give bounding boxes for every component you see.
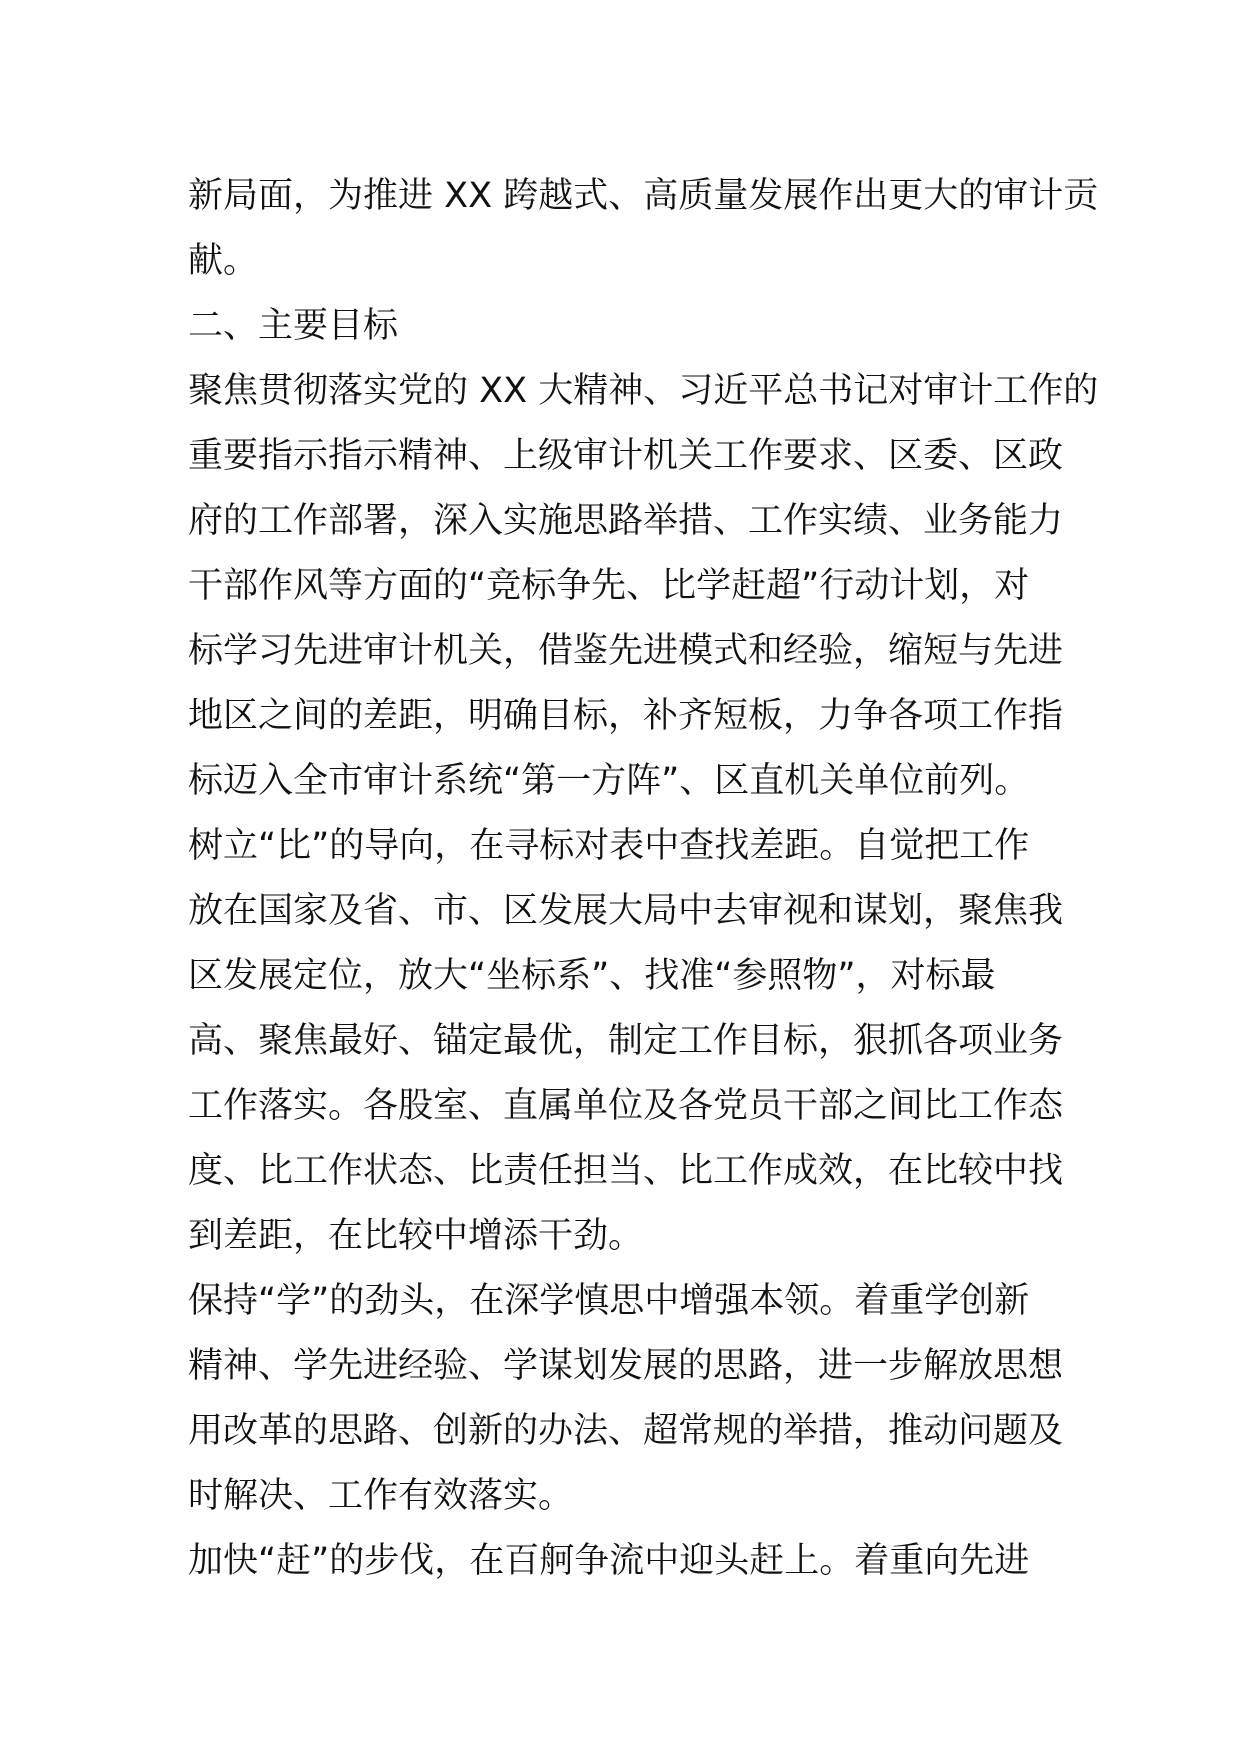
text-line: 区发展定位，放大“坐标系”、找准“参照物”，对标最 bbox=[188, 956, 996, 996]
text-line: 时解决、工作有效落实。 bbox=[188, 1476, 574, 1516]
text-line: 标迈入全市审计系统“第一方阵”、区直机关单位前列。 bbox=[188, 761, 1030, 801]
text-line: 用改革的思路、创新的办法、超常规的举措，推动问题及 bbox=[188, 1411, 1064, 1451]
text-line: 新局面，为推进 XX 跨越式、高质量发展作出更大的审计贡 bbox=[188, 176, 1099, 216]
section-heading: 二、主要目标 bbox=[188, 306, 399, 346]
document-body bbox=[188, 164, 1099, 1594]
text-line: 精神、学先进经验、学谋划发展的思路，进一步解放思想 bbox=[188, 1346, 1064, 1386]
text-line: 放在国家及省、市、区发展大局中去审视和谋划，聚焦我 bbox=[188, 891, 1064, 931]
text-line: 标学习先进审计机关，借鉴先进模式和经验，缩短与先进 bbox=[188, 631, 1064, 671]
text-line: 高、聚焦最好、锚定最优，制定工作目标，狠抓各项业务 bbox=[188, 1021, 1064, 1061]
text-line: 重要指示指示精神、上级审计机关工作要求、区委、区政 bbox=[188, 436, 1064, 476]
text-line: 树立“比”的导向，在寻标对表中查找差距。自觉把工作 bbox=[188, 826, 1030, 866]
text-line: 聚焦贯彻落实党的 XX 大精神、习近平总书记对审计工作的 bbox=[188, 371, 1099, 411]
text-line: 府的工作部署，深入实施思路举措、工作实绩、业务能力 bbox=[188, 501, 1064, 541]
text-line: 工作落实。各股室、直属单位及各党员干部之间比工作态 bbox=[188, 1086, 1064, 1126]
text-line: 献。 bbox=[188, 241, 259, 281]
text-line: 保持“学”的劲头，在深学慎思中增强本领。着重学创新 bbox=[188, 1281, 1030, 1321]
text-line: 到差距，在比较中增添干劲。 bbox=[188, 1216, 644, 1256]
text-line: 地区之间的差距，明确目标，补齐短板，力争各项工作指 bbox=[188, 696, 1064, 736]
text-line: 干部作风等方面的“竞标争先、比学赶超”行动计划，对 bbox=[188, 566, 1030, 606]
text-line: 加快“赶”的步伐，在百舸争流中迎头赶上。着重向先进 bbox=[188, 1541, 1030, 1581]
text-line: 度、比工作状态、比责任担当、比工作成效，在比较中找 bbox=[188, 1151, 1064, 1191]
